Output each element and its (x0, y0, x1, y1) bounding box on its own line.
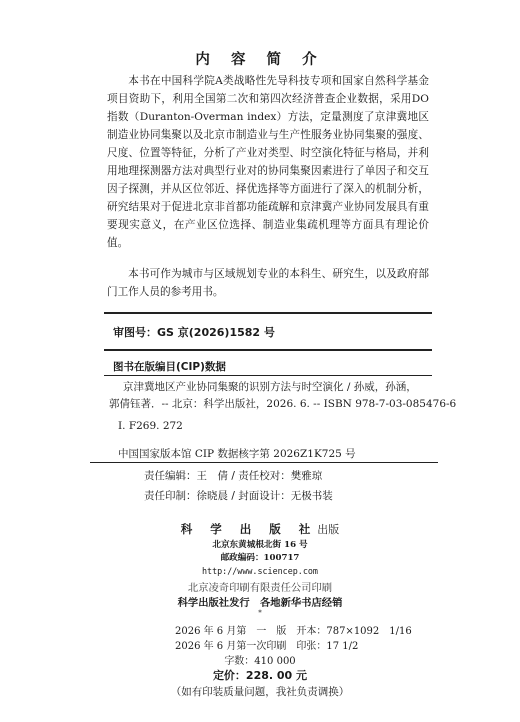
intro-paragraph-2 (107, 265, 429, 301)
map-review-number: 审图号：GS 京(2026)1582 号 (113, 326, 275, 339)
distributor-line: 科学出版社发行 各地新华书店经销 (177, 597, 343, 609)
intro-paragraph-1-text: 本书在中国科学院A类战略性先导科技专项和国家自然科学基金项目资助下，利用全国第二次和第四次经济普查企业数据，采用DO指数（Duranton-Overman index）方法，定量测度了京津冀地区制造业协同集聚以及北京市制造业与生产性服务业协同集聚的强度、尺度、位置等特征，分析了产业对类型、时空演化特征与格局，并利用地理探测器方法对典型行业对的协同集聚因素进行了单因子和交互因子探测，并从区位邻近、择优选择等方面进行了深入的机制分析，研究结果对于促进北京非首都功能疏解和京津冀产业协同发展具有重要现实意义，在产业区位选择、制造业集疏机理等方面具有理论价值。 (107, 75, 429, 249)
divider-top (104, 312, 432, 314)
cip-verification-number: 中国国家版本馆 CIP 数据核字第 2026Z1K725 号 (118, 448, 356, 460)
cip-classification: Ⅰ. F269. 272 (118, 420, 183, 432)
publisher-address: 北京东黄城根北街 16 号 (212, 540, 308, 550)
cip-line-1: 京津冀地区产业协同集聚的识别方法与时空演化 / 孙威，孙涵， (123, 381, 417, 393)
publisher-suffix: 出版 (317, 523, 340, 536)
page-title: 内 容 简 介 (195, 52, 325, 68)
publisher-website: http://www.sciencep.com (202, 566, 318, 576)
quality-notice: （如有印装质量问题，我社负责调换） (170, 686, 350, 698)
price: 定价：228. 00 元 (212, 669, 308, 682)
cip-line-2: 郭倩钰著．-- 北京：科学出版社，2026. 6. -- ISBN 978-7-03-085476-6 (109, 398, 457, 410)
printing-sheets-line: 2026 年 6 月第一次印刷 印张：17 1/2 (175, 641, 359, 652)
intro-paragraph-1 (107, 72, 429, 252)
credits-editors: 责任编辑：王 倩 / 责任校对：樊雅琼 (144, 470, 323, 482)
credits-production: 责任印制：徐晓晨 / 封面设计：无极书装 (144, 490, 333, 502)
separator-star: * (258, 609, 262, 617)
divider-cip-top (104, 349, 432, 351)
publisher-postcode: 邮政编码：100717 (220, 553, 300, 563)
cip-heading: 图书在版编目(CIP)数据 (113, 361, 226, 373)
publisher-name-line (0, 521, 520, 537)
printer-line: 北京凌奇印刷有限责任公司印刷 (187, 582, 333, 594)
divider-cip-bottom (90, 462, 438, 463)
edition-format-line: 2026 年 6 月第 一 版 开本：787×1092 1/16 (175, 626, 412, 637)
word-count: 字数：410 000 (224, 656, 296, 667)
intro-paragraph-2-text: 本书可作为城市与区域规划专业的本科生、研究生，以及政府部门工作人员的参考用书。 (107, 268, 429, 298)
divider-cip-heading (104, 375, 432, 376)
publisher-name: 科 学 出 版 社 (180, 522, 318, 536)
